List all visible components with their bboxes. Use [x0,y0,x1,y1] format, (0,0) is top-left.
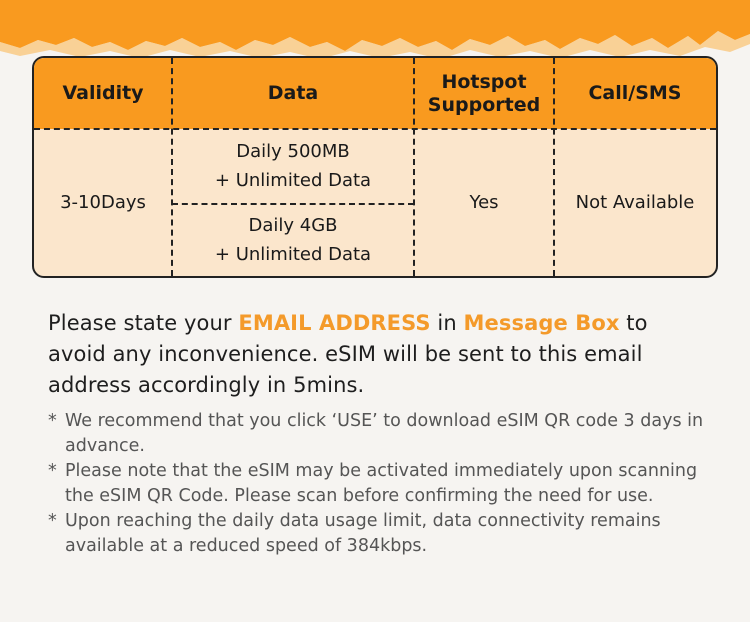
note-item: * We recommend that you click ‘USE’ to download eSIM QR code 3 days in advance. [48,409,708,459]
data-divider [172,203,414,205]
header-hotspot: Hotspot Supported [427,70,541,116]
email-instruction [48,308,688,401]
note-item: * Please note that the eSIM may be activated immediately upon scanning the eSIM QR Code. Please scan before confirming the need for use. [48,459,708,509]
cell-hotspot: Yes [469,192,499,213]
instruction-text-1: Please state your [48,311,239,335]
data-option-2-line2: + Unlimited Data [214,243,372,265]
instruction-text-2: in [430,311,464,335]
header-callsms: Call/SMS [588,82,682,104]
column-divider-1 [171,58,173,276]
cell-callsms: Not Available [575,192,695,213]
data-option-2-line1: Daily 4GB [248,214,338,236]
header-data: Data [267,82,319,104]
column-divider-2 [413,58,415,276]
header-validity: Validity [62,82,144,104]
plan-table [32,56,718,278]
notes-list [48,409,708,559]
column-divider-3 [553,58,555,276]
data-option-1-line2: + Unlimited Data [214,170,372,191]
header-divider [34,128,716,130]
note-item: * Upon reaching the daily data usage limit, data connectivity remains available at a reduced speed of 384kbps. [48,509,708,559]
instruction-text-3: to avoid any inconvenience. eSIM will be sent to this email address accordingly in 5mins. [48,311,648,397]
cell-data-option-2 [172,203,414,276]
email-address-highlight: EMAIL ADDRESS [238,311,431,335]
message-box-highlight: Message Box [463,311,620,335]
cell-data-option-1 [172,129,414,203]
cell-validity: 3-10Days [60,192,146,213]
data-option-1-line1: Daily 500MB [236,141,350,162]
